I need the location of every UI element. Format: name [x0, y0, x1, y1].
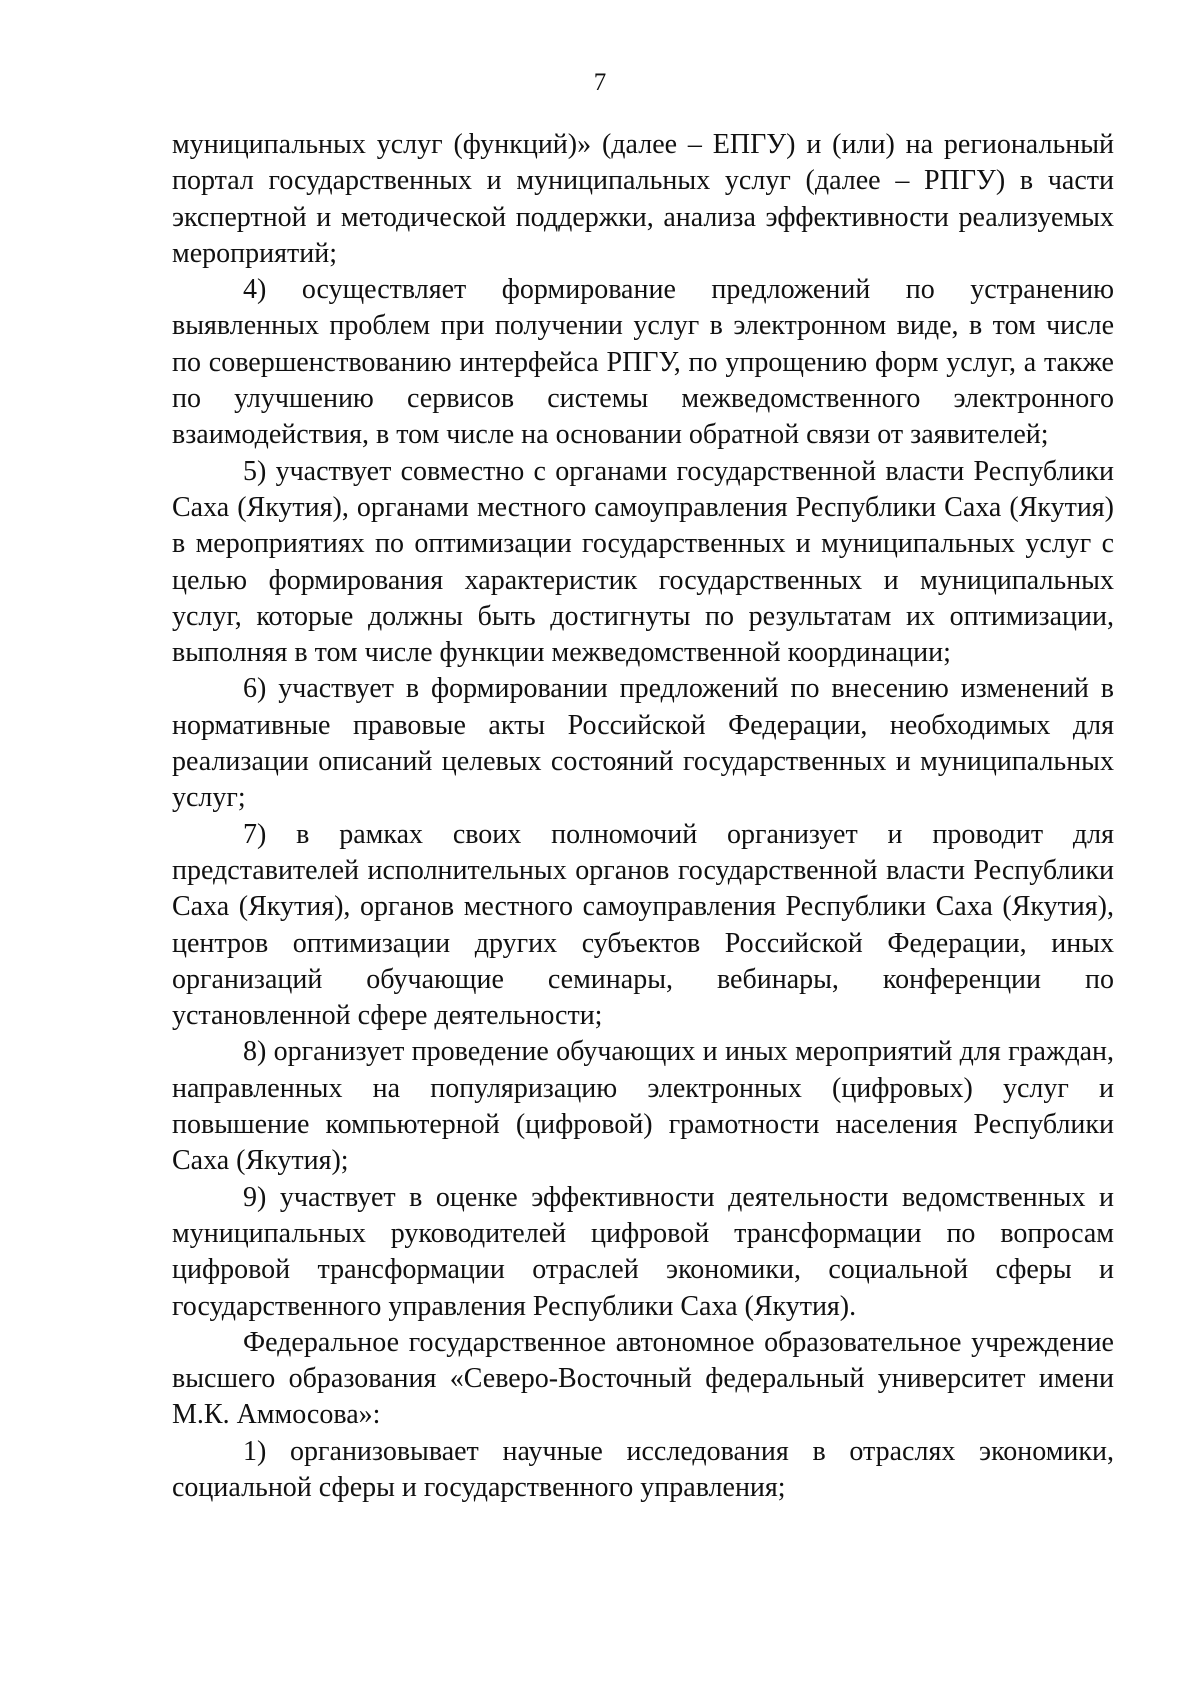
paragraph-item-6: 6) участвует в формировании предложений по внесению изменений в нормативные правовые акты Российской Федерации, необходимых для реализации описаний целевых состояний государственных и муниципальных услуг;	[172, 673, 1114, 814]
paragraph-item-7: 7) в рамках своих полномочий организует и проводит для представителей исполнительных органов государственной власти Республики Саха (Якутия), органов местного самоуправления Республики Саха (Якутия), центров оптимизации других субъектов Российской Федерации, иных организаций обучающие семинары, вебинары, конференции по установленной сфере деятельности;	[172, 818, 1114, 1032]
paragraph-item-8: 8) организует проведение обучающих и иных мероприятий для граждан, направленных на популяризацию электронных (цифровых) услуг и повышение компьютерной (цифровой) грамотности населения Республики Саха (Якутия);	[172, 1036, 1114, 1177]
page-number: 7	[593, 69, 607, 96]
paragraph-item-9: 9) участвует в оценке эффективности деятельности ведомственных и муниципальных руководителей цифровой трансформации по вопросам цифровой трансформации отраслей экономики, социальной сферы и государственного управления Республики Саха (Якутия).	[172, 1181, 1114, 1322]
document-body	[172, 127, 1114, 1506]
paragraph-continuation: муниципальных услуг (функций)» (далее – ЕПГУ) и (или) на региональный портал государственных и муниципальных услуг (далее – РПГУ) в части экспертной и методической поддержки, анализа эффективности реализуемых мероприятий;	[172, 129, 1114, 269]
paragraph-university-item-1: 1) организовывает научные исследования в отраслях экономики, социальной сферы и государственного управления;	[172, 1435, 1114, 1503]
paragraph-item-4: 4) осуществляет формирование предложений по устранению выявленных проблем при получении услуг в электронном виде, в том числе по совершенствованию интерфейса РПГУ, по упрощению форм услуг, а также по улучшению сервисов системы межведомственного электронного взаимодействия, в том числе на основании обратной связи от заявителей;	[172, 274, 1114, 451]
paragraph-university-heading: Федеральное государственное автономное образовательное учреждение высшего образования «Северо-Восточный федеральный университет имени М.К. Аммосова»:	[172, 1326, 1114, 1431]
paragraph-item-5: 5) участвует совместно с органами государственной власти Республики Саха (Якутия), органами местного самоуправления Республики Саха (Якутия) в мероприятиях по оптимизации государственных и муниципальных услуг с целью формирования характеристик государственных и муниципальных услуг, которые должны быть достигнуты по результатам их оптимизации, выполняя в том числе функции межведомственной координации;	[172, 455, 1114, 669]
